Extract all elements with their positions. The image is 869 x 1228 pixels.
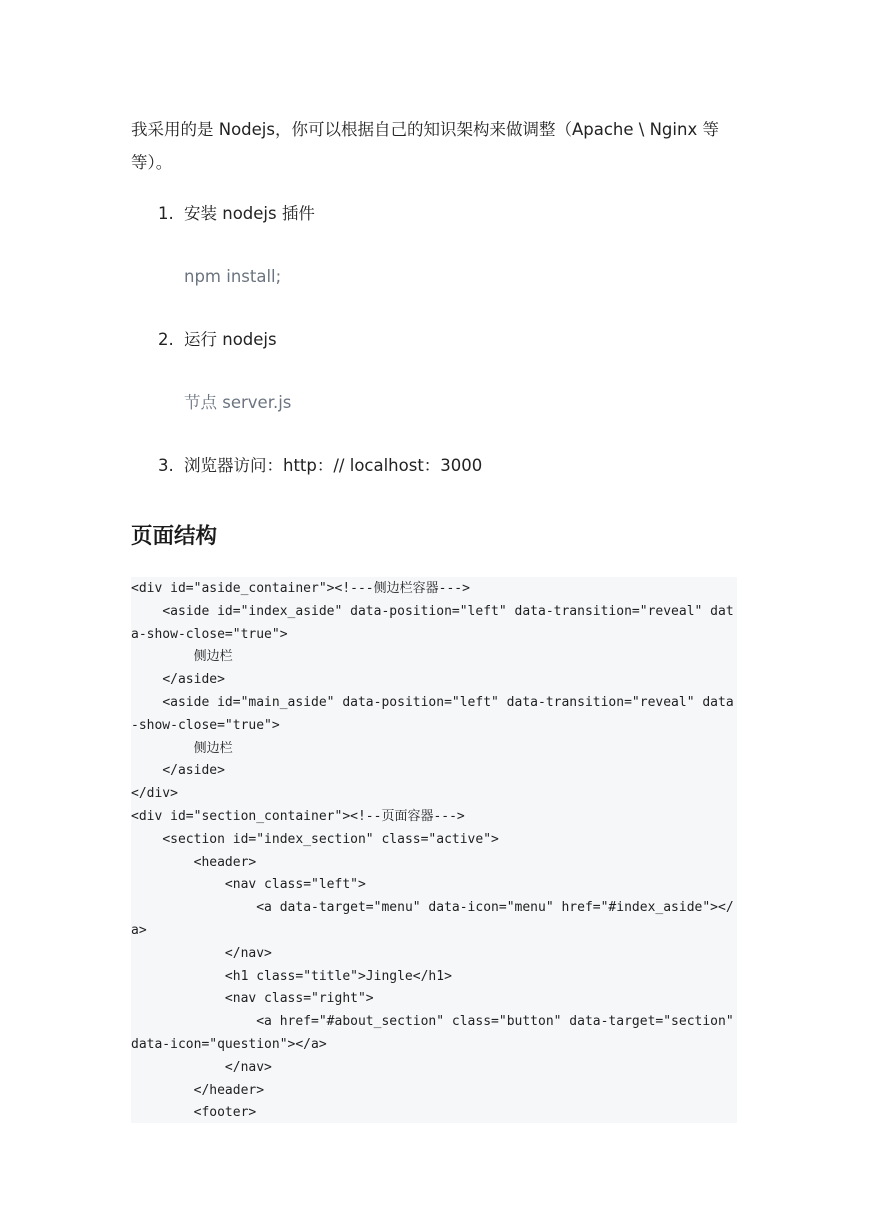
step-label: 运行 nodejs xyxy=(184,330,277,349)
code-text: <div id="aside_container"><!---侧边栏容器---> <aside id="index_aside" data-position="left" data-transition="reveal" data-show-close="true"> 侧边栏 </aside> <aside id="main_aside" data-position="left" data-transition="reveal" data-show-close="true"> 侧边栏 </aside> </div> <div id="section_container"><!--页面容器---> <section id="index_section" class="active"> <header> <nav class="left"> <a data-target="menu" data-icon="menu" href="#index_aside"></a> </nav> <h1 class="title">Jingle</h1> <nav class="right"> <a href="#about_section" class="button" data-target="section" data-icon="question"></a> </nav> </header> <footer> xyxy=(131,581,734,1121)
step-command: 节点 server.js xyxy=(184,393,292,412)
step-item xyxy=(158,328,277,352)
step-number: 2. xyxy=(158,330,174,349)
section-heading: 页面结构 xyxy=(131,524,218,549)
step-number: 3. xyxy=(158,456,174,475)
step-item xyxy=(158,454,482,478)
step-number: 1. xyxy=(158,204,174,223)
code-block xyxy=(131,577,737,1123)
step-label: 安装 nodejs 插件 xyxy=(184,204,315,223)
step-command: npm install; xyxy=(184,267,282,286)
step-label: 浏览器访问：http：// localhost：3000 xyxy=(184,456,483,475)
intro-paragraph: 我采用的是 Nodejs，你可以根据自己的知识架构来做调整（Apache \ Nginx 等等）。 xyxy=(131,120,719,172)
step-item xyxy=(158,202,315,226)
